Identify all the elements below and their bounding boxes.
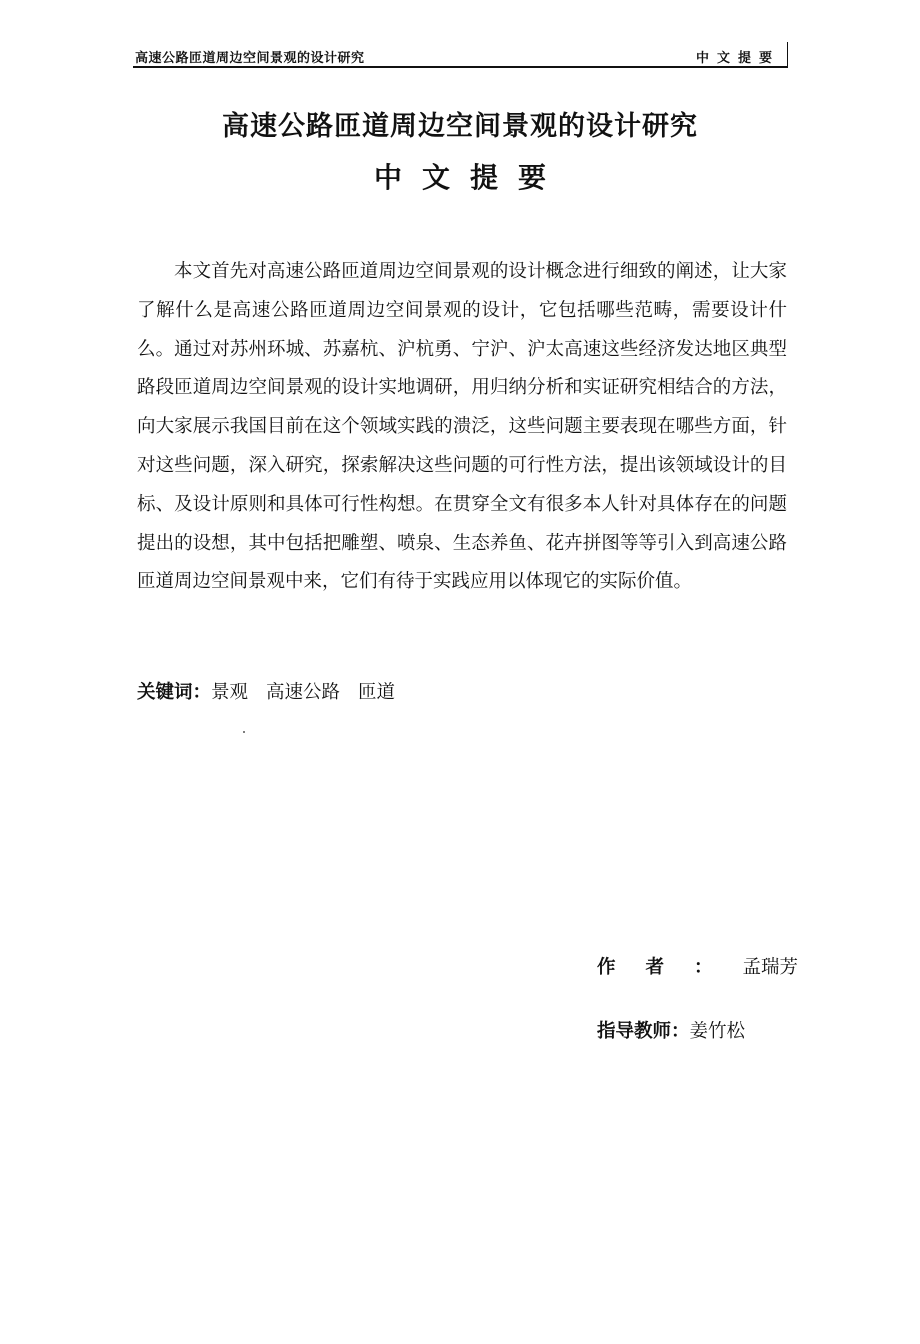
running-header-section: 中文提要 bbox=[695, 51, 780, 66]
header-rule-tick bbox=[787, 42, 788, 66]
keywords-label: 关键词： bbox=[137, 682, 212, 703]
advisor-line bbox=[597, 1018, 745, 1046]
scan-speck bbox=[243, 731, 245, 733]
section-title: 中文提要 bbox=[373, 161, 566, 194]
keyword-item: 景观 bbox=[211, 682, 249, 703]
keyword-item: 匝道 bbox=[358, 682, 396, 703]
author-line bbox=[597, 954, 798, 982]
author-label: 作者： bbox=[597, 957, 743, 978]
advisor-label: 指导教师： bbox=[597, 1021, 690, 1042]
abstract-paragraph: 本文首先对高速公路匝道周边空间景观的设计概念进行细致的阐述，让大家了解什么是高速公路匝道周边空间景观的设计，它包括哪些范畴，需要设计什么。通过对苏州环城、苏嘉杭、沪杭勇、宁沪、沪太高速这些经济发达地区典型路段匝道周边空间景观的设计实地调研，用归纳分析和实证研究相结合的方法，向大家展示我国目前在这个领域实践的溃泛，这些问题主要表现在哪些方面，针对这些问题，深入研究，探索解决这些问题的可行性方法，提出该领域设计的目标、及设计原则和具体可行性构想。在贯穿全文有很多本人针对具体存在的问题提出的设想，其中包括把雕塑、喷泉、生态养鱼、花卉拼图等等引入到高速公路匝道周边空间景观中来，它们有待于实践应用以体现它的实际价值。 bbox=[137, 261, 787, 593]
running-header bbox=[133, 44, 788, 68]
author-name: 孟瑞芳 bbox=[742, 957, 799, 978]
keywords-line bbox=[137, 679, 413, 707]
advisor-name: 姜竹松 bbox=[689, 1021, 746, 1042]
page-title: 高速公路匝道周边空间景观的设计研究 bbox=[222, 111, 698, 142]
running-header-title: 高速公路匝道周边空间景观的设计研究 bbox=[135, 51, 365, 66]
keyword-item: 高速公路 bbox=[266, 682, 341, 703]
